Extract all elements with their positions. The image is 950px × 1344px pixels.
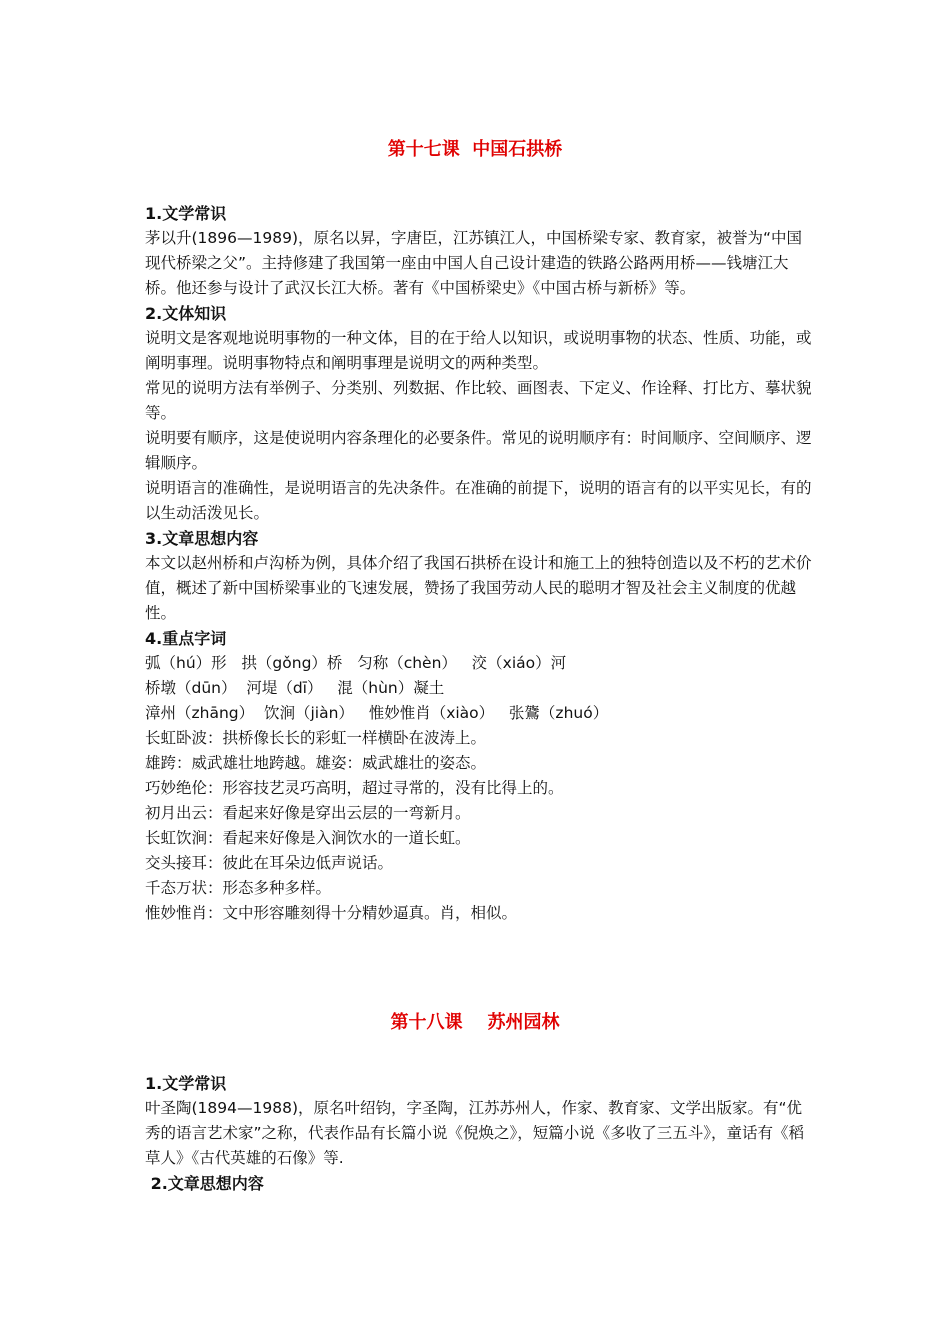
- lesson-17-section-2-line: 说明语言的准确性，是说明语言的先决条件。在准确的前提下，说明的语言有的以平实见长，有的以生动活泼见长。: [145, 479, 812, 522]
- vocab-line: 交头接耳：彼此在耳朵边低声说话。: [145, 854, 394, 872]
- lesson-17-section-2-line: 说明文是客观地说明事物的一种文体，目的在于给人以知识，或说明事物的状态、性质、功能，或阐明事理。说明事物特点和阐明事理是说明文的两种类型。: [145, 329, 812, 372]
- lesson-17-title: 第十七课 中国石拱桥: [387, 139, 563, 160]
- lesson-18-section-1-text: 叶圣陶(1894—1988)，原名叶绍钧，字圣陶，江苏苏州人，作家、教育家、文学出版家。有“优秀的语言艺术家”之称，代表作品有长篇小说《倪焕之》，短篇小说《多收了三五斗》，童话有《稻草人》《古代英雄的石像》等.: [145, 1099, 805, 1167]
- lesson-17-section-4-heading: 4.重点字词: [145, 629, 227, 648]
- lesson-18-body: [145, 1071, 815, 1196]
- vocab-line: 弧（hú）形 拱（gǒng）桥 匀称（chèn） 洨（xiáo）河: [145, 654, 567, 672]
- vocab-line: 惟妙惟肖：文中形容雕刻得十分精妙逼真。肖，相似。: [145, 904, 518, 922]
- vocab-line: 漳州（zhāng） 饮涧（jiàn） 惟妙惟肖（xiào） 张鷟（zhuó）: [145, 704, 609, 722]
- vocab-line: 巧妙绝伦：形容技艺灵巧高明，超过寻常的，没有比得上的。: [145, 779, 564, 797]
- lesson-18-section-1-heading: 1.文学常识: [145, 1074, 227, 1093]
- vocab-line: 长虹卧波：拱桥像长长的彩虹一样横卧在波涛上。: [145, 729, 487, 747]
- vocab-line: 千态万状：形态多种多样。: [145, 879, 332, 897]
- lesson-17-section-1-heading: 1.文学常识: [145, 204, 227, 223]
- lesson-17-section-2-line: 常见的说明方法有举例子、分类别、列数据、作比较、画图表、下定义、作诠释、打比方、摹状貌等。: [145, 379, 812, 422]
- lesson-17-section-1-text: 茅以升(1896—1989)，原名以昇，字唐臣，江苏镇江人，中国桥梁专家、教育家，被誉为“中国现代桥梁之父”。主持修建了我国第一座由中国人自己设计建造的铁路公路两用桥——钱塘江大桥。他还参与设计了武汉长江大桥。著有《中国桥梁史》《中国古桥与新桥》等。: [145, 229, 803, 297]
- vocab-line: 初月出云：看起来好像是穿出云层的一弯新月。: [145, 804, 471, 822]
- vocab-line: 雄跨：威武雄壮地跨越。雄姿：威武雄壮的姿态。: [145, 754, 487, 772]
- lesson-17-section-3-text: 本文以赵州桥和卢沟桥为例，具体介绍了我国石拱桥在设计和施工上的独特创造以及不朽的艺术价值，概述了新中国桥梁事业的飞速发展，赞扬了我国劳动人民的聪明才智及社会主义制度的优越性。: [145, 554, 812, 622]
- vocab-line: 桥墩（dūn） 河堤（dī） 混（hùn）凝土: [145, 679, 445, 697]
- lesson-17-body: [145, 201, 815, 926]
- lesson-18-section-2-heading: 2.文章思想内容: [145, 1174, 264, 1193]
- lesson-17-section-2-line: 说明要有顺序，这是使说明内容条理化的必要条件。常见的说明顺序有：时间顺序、空间顺序、逻辑顺序。: [145, 429, 812, 472]
- vocab-line: 长虹饮涧：看起来好像是入涧饮水的一道长虹。: [145, 829, 471, 847]
- lesson-17-section-2-heading: 2.文体知识: [145, 304, 227, 323]
- lesson-17-section-3-heading: 3.文章思想内容: [145, 529, 259, 548]
- lesson-18-title: 第十八课 苏州园林: [390, 1012, 560, 1033]
